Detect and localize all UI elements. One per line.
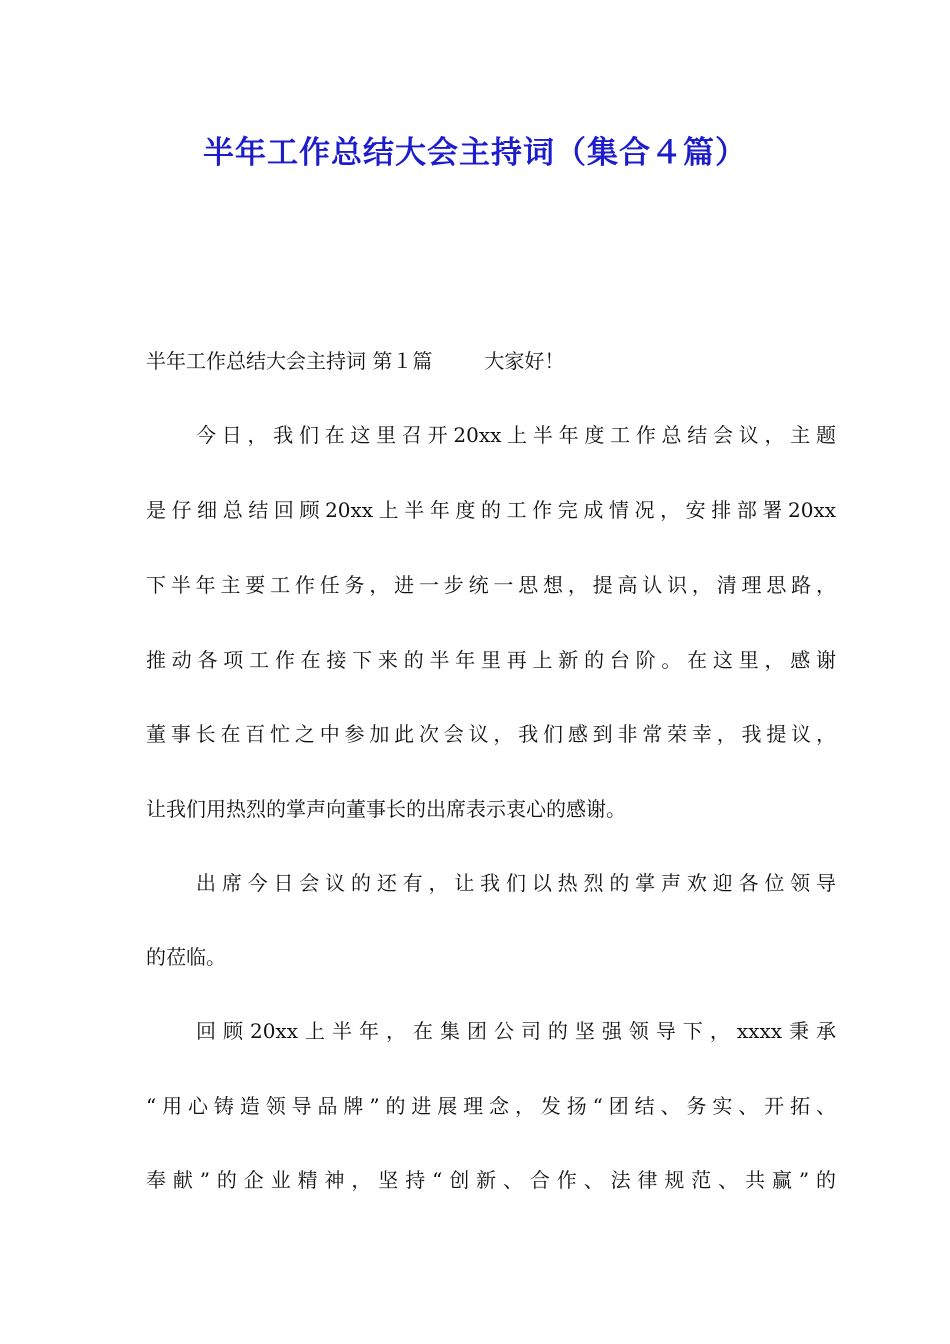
paragraph-line: 今日，我们在这里召开20xx上半年度工作总结会议，主题 — [196, 423, 836, 447]
paragraph-line: 出席今日会议的还有，让我们以热烈的掌声欢迎各位领导 — [196, 871, 836, 895]
document-title: 半年工作总结大会主持词（集合４篇） — [203, 135, 747, 171]
paragraph-line: 推动各项工作在接下来的半年里再上新的台阶。在这里，感谢 — [146, 648, 836, 672]
paragraph-line: 回顾20xx上半年，在集团公司的坚强领导下，xxxx秉承 — [196, 1019, 836, 1043]
section-heading-row — [146, 341, 564, 381]
paragraph-line: 下半年主要工作任务，进一步统一思想，提高认识，清理思路， — [146, 573, 836, 597]
section-heading: 半年工作总结大会主持词 第１篇 — [146, 349, 433, 373]
paragraph-line: 是仔细总结回顾20xx上半年度的工作完成情况，安排部署20xx — [146, 498, 836, 522]
paragraph-line: 奉献”的企业精神，坚持“创新、合作、法律规范、共赢”的 — [146, 1168, 836, 1192]
paragraph-line: “用心铸造领导品牌”的进展理念，发扬“团结、务实、开拓、 — [146, 1094, 836, 1118]
greeting: 大家好！ — [484, 349, 565, 373]
paragraph-line: 的莅临。 — [146, 945, 226, 969]
paragraph-line: 董事长在百忙之中参加此次会议，我们感到非常荣幸，我提议， — [146, 722, 836, 746]
paragraph-line: 让我们用热烈的掌声向董事长的出席表示衷心的感谢。 — [146, 797, 626, 821]
